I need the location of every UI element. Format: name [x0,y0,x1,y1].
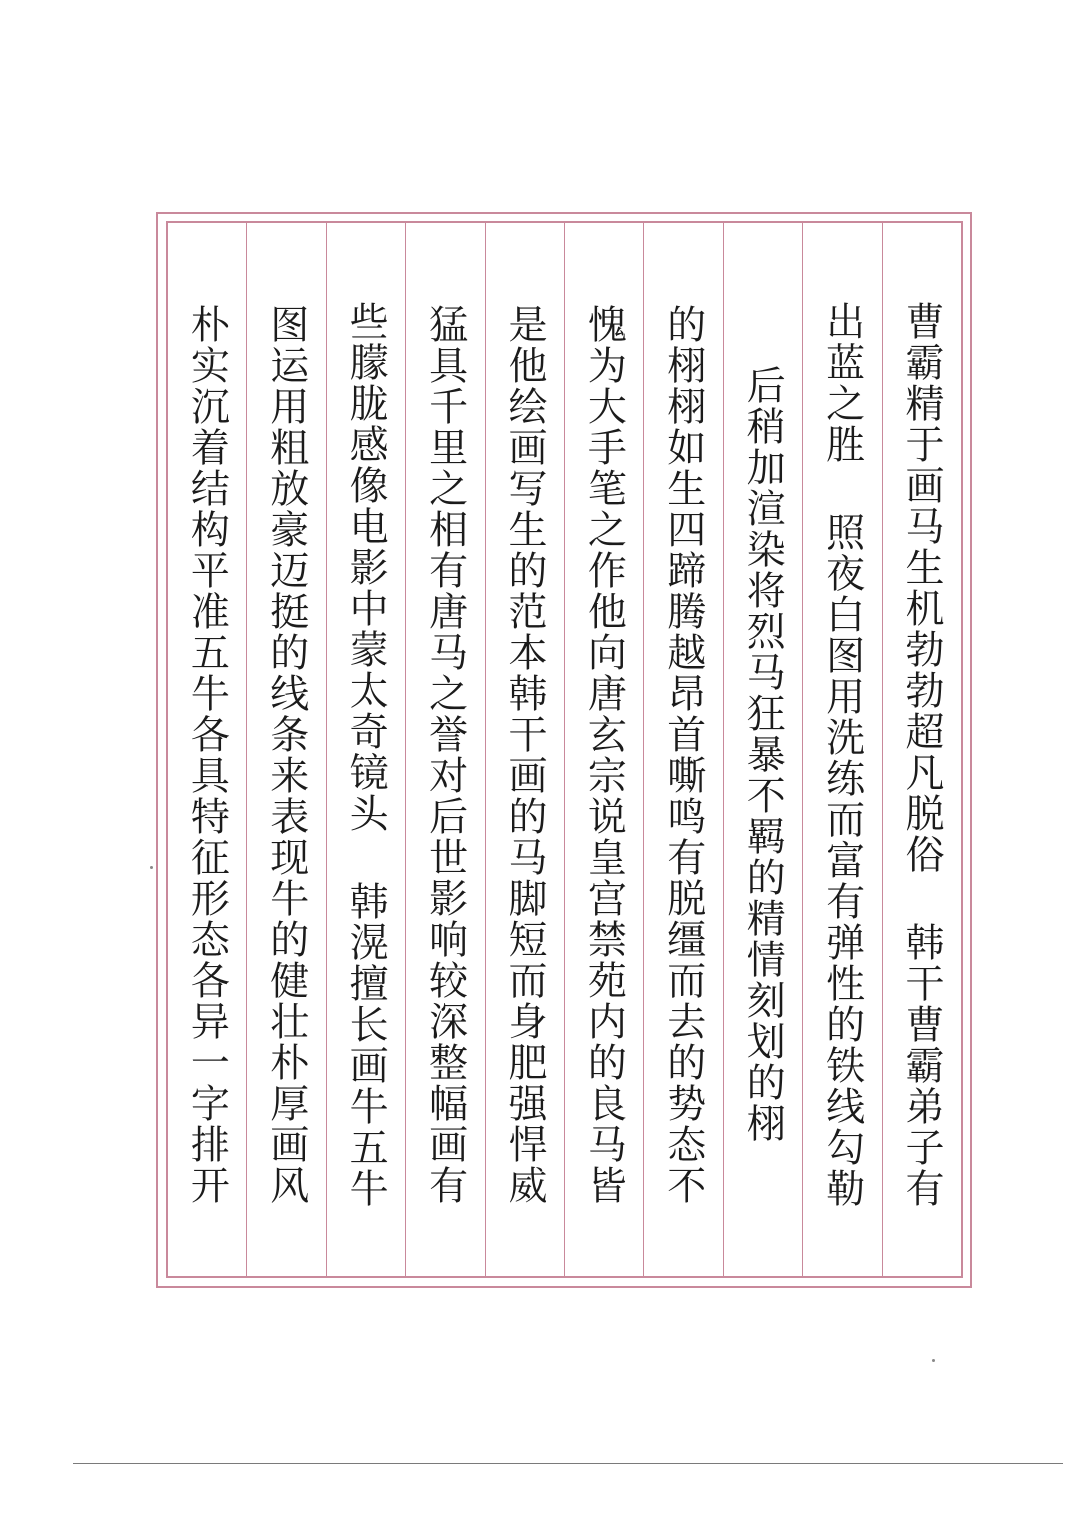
column-6 [485,223,564,1276]
column-10-text: 朴实沉着结构平准五牛各具特征形态各异一字排开 [184,303,230,1206]
footer-rule [73,1463,1063,1464]
column-3-text: 后稍加渲染将烈马狂暴不羁的精情刻划的栩 [740,365,786,1144]
column-8 [326,223,405,1276]
column-7-text: 猛具千里之相有唐马之誉对后世影响较深整幅画有 [422,303,468,1206]
column-6-text: 是他绘画写生的范本韩干画的马脚短而身肥强悍威 [501,303,547,1206]
column-8-text: 些朦胧感像电影中蒙太奇镜头 韩滉擅长画牛五牛 [343,300,389,1209]
column-1-text: 曹霸精于画马生机勃勃超凡脱俗 韩干曹霸弟子有 [899,300,944,1209]
column-2 [802,223,881,1276]
column-4 [643,223,722,1276]
paper-speck [150,866,153,869]
column-9 [246,223,325,1276]
manuscript-grid [168,223,961,1276]
column-1 [882,223,961,1276]
paper-speck [932,1359,935,1362]
column-2-text: 出蓝之胜 照夜白图用洗练而富有弹性的铁线勾勒 [819,300,865,1209]
column-5-text: 愧为大手笔之作他向唐玄宗说皇宫禁苑内的良马皆 [581,303,627,1206]
column-5 [564,223,643,1276]
column-7 [405,223,484,1276]
column-4-text: 的栩栩如生四蹄腾越昂首嘶鸣有脱缰而去的势态不 [660,303,706,1206]
column-9-text: 图运用粗放豪迈挺的线条来表现牛的健壮朴厚画风 [263,303,309,1206]
column-10 [168,223,246,1276]
column-3 [723,223,802,1276]
